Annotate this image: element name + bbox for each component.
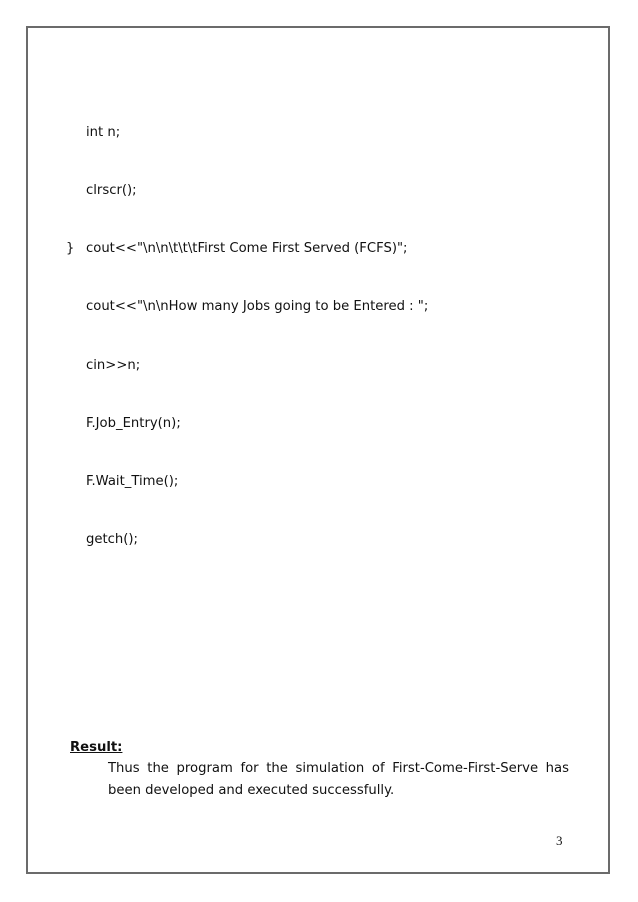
code-line: cin>>n;: [86, 357, 141, 373]
code-line: F.Job_Entry(n);: [86, 415, 181, 431]
result-paragraph: [108, 758, 569, 802]
code-line: F.Wait_Time();: [86, 474, 179, 490]
code-line: int n;: [86, 124, 121, 140]
page-number: 3: [556, 833, 563, 848]
closing-brace: }: [66, 241, 75, 256]
result-heading: Result:: [70, 740, 123, 755]
code-line: cout<<"\n\n\t\t\tFirst Come First Served (FCFS)";: [86, 241, 408, 257]
result-text-line: been developed and executed successfully.: [108, 783, 395, 798]
code-line: clrscr();: [86, 183, 137, 199]
code-block: [86, 84, 428, 569]
code-line: getch();: [86, 532, 138, 548]
code-line: cout<<"\n\nHow many Jobs going to be Entered : ";: [86, 299, 429, 315]
result-text-line: Thus the program for the simulation of First-Come-First-Serve has: [108, 761, 569, 776]
